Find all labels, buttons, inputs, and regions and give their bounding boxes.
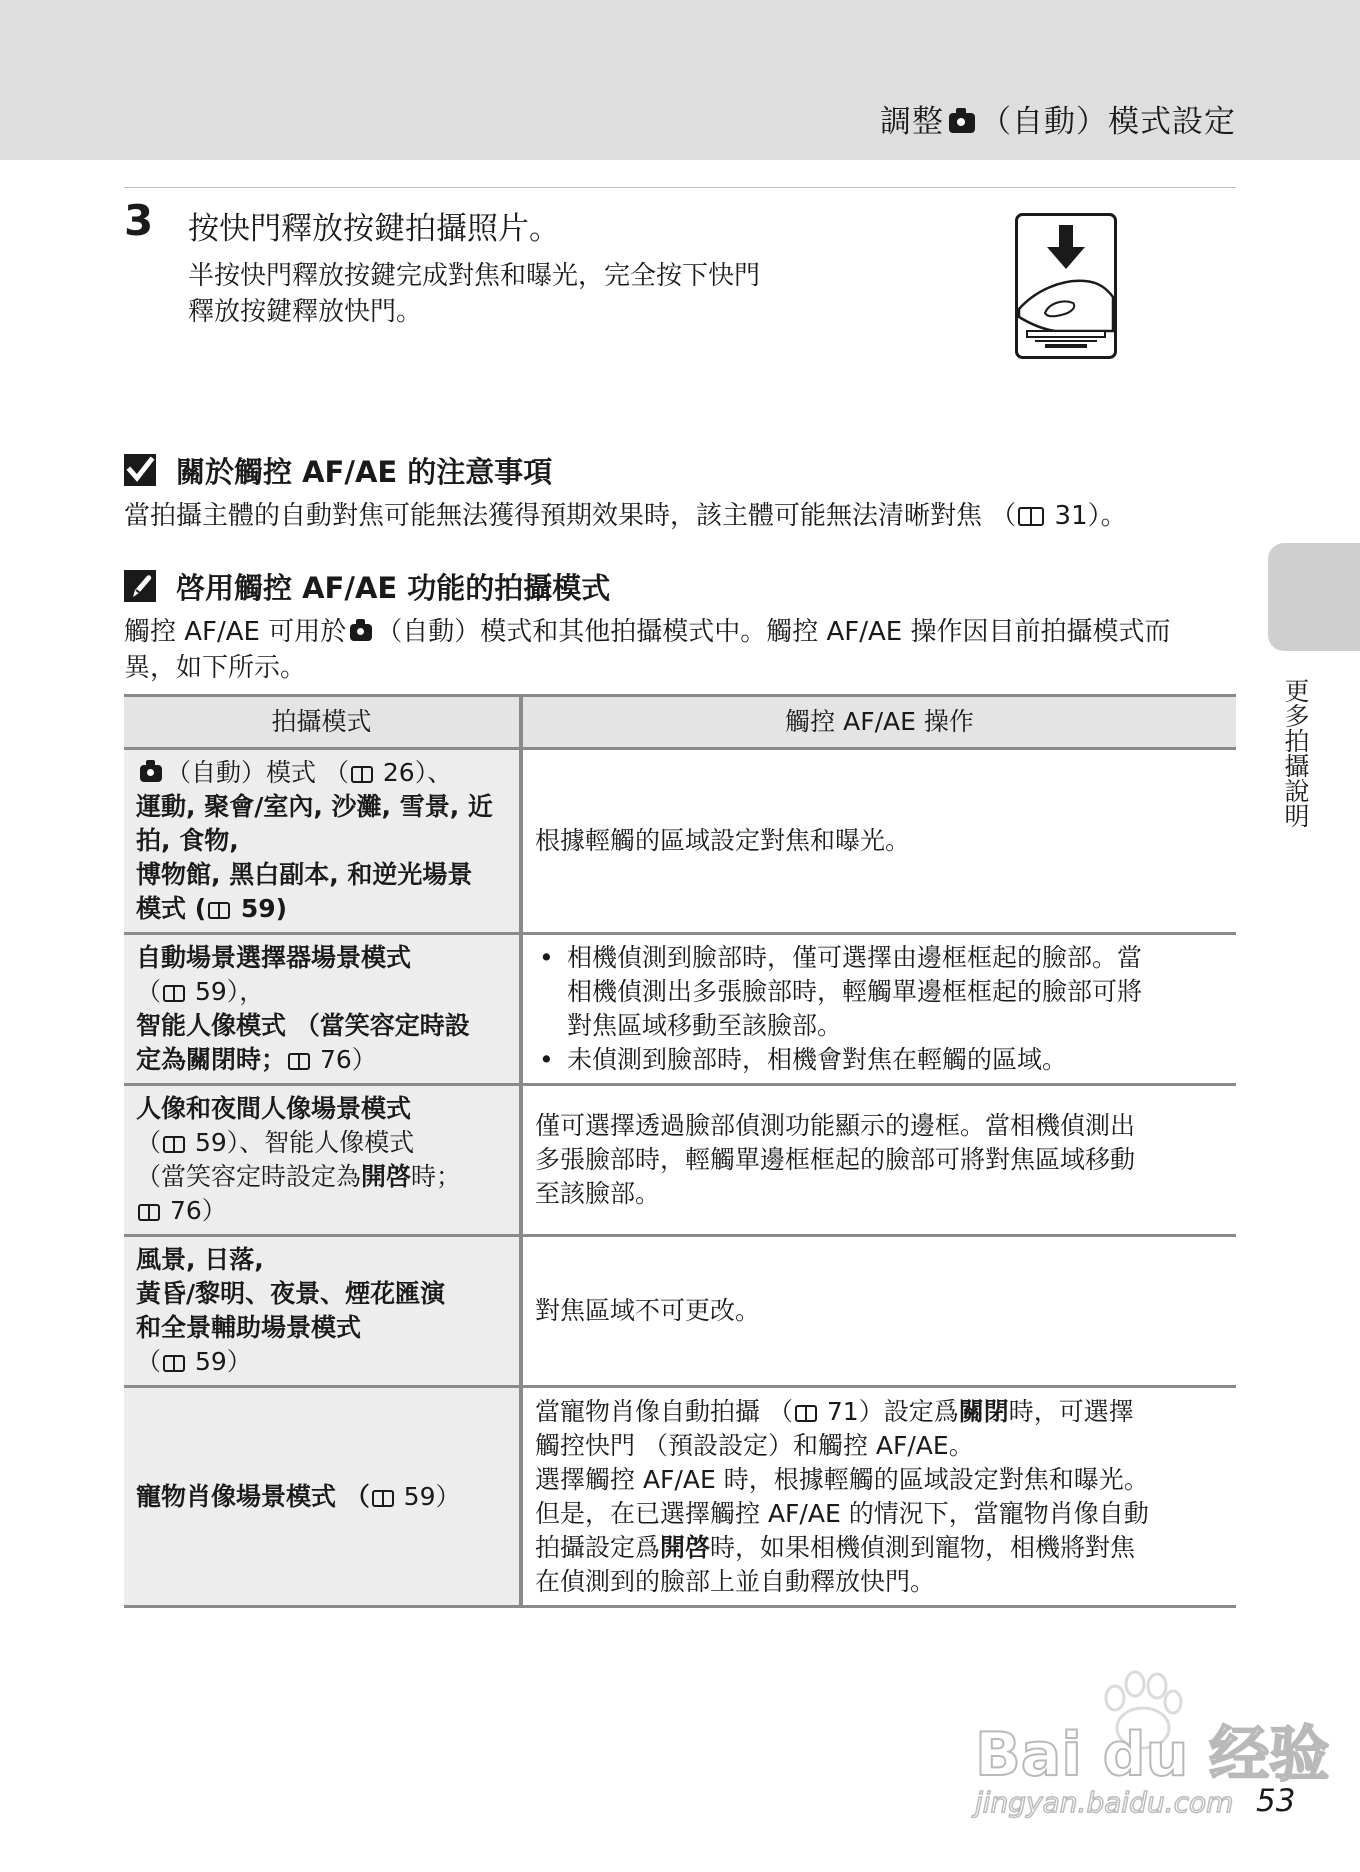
operation-text-bold: 關閉 xyxy=(958,1396,1009,1426)
mode-text: 拍, 食物, xyxy=(136,826,239,855)
caution-check-icon xyxy=(124,454,156,486)
mode-text: （當笑容定時設定為 xyxy=(136,1162,362,1191)
bullet-text: 對焦區域移動至該臉部。 xyxy=(567,1011,843,1040)
list-item xyxy=(535,941,1224,1043)
operation-cell: 對焦區域不可更改。 xyxy=(521,1236,1236,1387)
table-row xyxy=(124,1236,1236,1387)
mode-text: 模式 ( xyxy=(136,894,207,923)
page-reference-icon xyxy=(163,1355,185,1372)
page-reference-icon xyxy=(138,1204,160,1221)
mode-cell xyxy=(124,749,521,934)
step-body-line: 釋放按鍵釋放快門。 xyxy=(188,297,423,327)
mode-text: 時； xyxy=(236,1045,287,1074)
shutter-press-icon xyxy=(1015,213,1117,359)
mode-text: 黃昏/黎明、夜景、煙花匯演 xyxy=(136,1279,446,1308)
mode-text: 智能人像模式 （當笑容定時設 xyxy=(136,1011,470,1040)
note-heading xyxy=(124,450,552,491)
step-title: 按快門釋放按鍵拍攝照片。 xyxy=(188,211,560,247)
mode-text: 自動場景選擇器場景模式 xyxy=(136,943,412,972)
mode-text: 59）、智能人像模式 xyxy=(187,1128,415,1157)
operation-bullet-list xyxy=(535,941,1224,1077)
mode-text: 定為 xyxy=(136,1045,187,1074)
operation-text: 時，如果相機偵測到寵物，相機將對焦 xyxy=(710,1532,1136,1562)
note-text xyxy=(124,498,1236,534)
operation-text: 多張臉部時，輕觸單邊框框起的臉部可將對焦區域移動 xyxy=(535,1145,1136,1174)
tip-text-c: 異，如下所示。 xyxy=(124,653,307,683)
mode-text: 運動, 聚會/室內, 沙灘, 雪景, 近 xyxy=(136,792,493,821)
operation-cell xyxy=(521,934,1236,1085)
bullet-text: 相機偵測出多張臉部時，輕觸單邊框框起的臉部可將 xyxy=(567,977,1143,1006)
mode-cell xyxy=(124,1236,521,1387)
page-reference-icon xyxy=(208,902,230,919)
page-reference-icon xyxy=(288,1053,310,1070)
mode-cell xyxy=(124,1085,521,1236)
operation-cell: 根據輕觸的區域設定對焦和曝光。 xyxy=(521,749,1236,934)
operation-text: 但是，在已選擇觸控 AF/AE 的情況下，當寵物肖像自動 xyxy=(535,1498,1149,1528)
header-title-post: （自動）模式設定 xyxy=(980,104,1236,140)
step-divider xyxy=(124,187,1236,188)
operation-text: 拍攝設定爲 xyxy=(535,1532,661,1562)
page-reference-icon xyxy=(163,1136,185,1153)
tip-heading xyxy=(124,566,610,607)
mode-text-bold: 關閉 xyxy=(186,1045,237,1074)
mode-text: 寵物肖像場景模式 （ xyxy=(136,1481,370,1511)
auto-mode-camera-icon xyxy=(350,624,372,641)
mode-text: （ xyxy=(136,977,162,1006)
mode-text: 59） xyxy=(395,1481,461,1511)
column-header-mode: 拍攝模式 xyxy=(124,696,521,749)
header-title-pre: 調整 xyxy=(880,104,944,140)
watermark-brand: Bai du 经验 xyxy=(975,1720,1330,1790)
mode-text: （ xyxy=(136,1128,162,1157)
page-reference-icon xyxy=(163,985,185,1002)
mode-text: 26）、 xyxy=(374,758,453,787)
mode-cell xyxy=(124,934,521,1085)
tip-text-a: 觸控 AF/AE 可用於 xyxy=(124,617,347,647)
page-number: 53 xyxy=(1256,1783,1296,1819)
mode-text: 時； xyxy=(411,1162,462,1191)
operation-text-bold: 開啓 xyxy=(660,1532,711,1562)
step-body xyxy=(188,258,888,330)
page-reference-icon xyxy=(1018,507,1044,526)
bullet-text: 未偵測到臉部時，相機會對焦在輕觸的區域。 xyxy=(567,1045,1068,1074)
note-text-pre: 當拍攝主體的自動對焦可能無法獲得預期效果時，該主體可能無法清晰對焦 （ xyxy=(124,501,1017,531)
mode-text: 59) xyxy=(232,894,288,923)
tip-title: 啓用觸控 AF/AE 功能的拍攝模式 xyxy=(176,571,611,605)
mode-text: 59）， xyxy=(187,977,265,1006)
page-header-title xyxy=(880,96,1236,141)
bullet-text: 相機偵測到臉部時，僅可選擇由邊框框起的臉部。當 xyxy=(567,943,1143,972)
column-header-operation: 觸控 AF/AE 操作 xyxy=(521,696,1236,749)
mode-text: 59） xyxy=(187,1347,252,1376)
table-row xyxy=(124,934,1236,1085)
touch-afae-mode-table xyxy=(124,694,1236,1608)
step-number: 3 xyxy=(124,196,154,245)
operation-text: 時，可選擇 xyxy=(1008,1396,1134,1426)
note-title: 關於觸控 AF/AE 的注意事項 xyxy=(176,455,553,489)
list-item xyxy=(535,1043,1224,1077)
table-row xyxy=(124,1085,1236,1236)
mode-text: （ xyxy=(136,1347,162,1376)
mode-text: 和全景輔助場景模式 xyxy=(136,1313,362,1342)
operation-text: 71）設定爲 xyxy=(818,1396,959,1426)
section-side-label: 更多拍攝說明 xyxy=(1281,678,1310,828)
page-reference-icon xyxy=(372,1490,394,1507)
section-side-tab xyxy=(1268,543,1360,651)
mode-cell xyxy=(124,1387,521,1607)
auto-mode-camera-icon xyxy=(140,765,162,782)
operation-text: 觸控快門 （預設設定）和觸控 AF/AE。 xyxy=(535,1430,974,1460)
watermark-url: jingyan.baidu.com xyxy=(975,1786,1234,1819)
operation-text: 僅可選擇透過臉部偵測功能顯示的邊框。當相機偵測出 xyxy=(535,1111,1136,1140)
operation-text: 至該臉部。 xyxy=(535,1179,661,1208)
table-row xyxy=(124,1387,1236,1607)
mode-text-bold: 開啓 xyxy=(361,1162,412,1191)
operation-text: 在偵測到的臉部上並自動釋放快門。 xyxy=(535,1566,936,1596)
operation-cell xyxy=(521,1387,1236,1607)
table-header-row xyxy=(124,696,1236,749)
step-body-line: 半按快門釋放按鍵完成對焦和曝光，完全按下快門 xyxy=(188,261,761,291)
mode-text: （自動）模式 （ xyxy=(166,758,349,787)
operation-cell xyxy=(521,1085,1236,1236)
note-text-ref: 31）。 xyxy=(1046,501,1127,531)
mode-text: 76） xyxy=(312,1045,377,1074)
page-reference-icon xyxy=(351,766,373,783)
page-reference-icon xyxy=(795,1405,817,1422)
mode-text: 76） xyxy=(162,1196,227,1225)
tip-text-b: （自動）模式和其他拍攝模式中。觸控 AF/AE 操作因目前拍攝模式而 xyxy=(376,617,1171,647)
operation-text: 選擇觸控 AF/AE 時，根據輕觸的區域設定對焦和曝光。 xyxy=(535,1464,1149,1494)
tip-pencil-icon xyxy=(124,570,156,602)
mode-text: 人像和夜間人像場景模式 xyxy=(136,1094,412,1123)
table-row xyxy=(124,749,1236,934)
tip-text xyxy=(124,614,1236,686)
mode-text: 風景, 日落, xyxy=(136,1245,264,1274)
mode-text: 博物館, 黑白副本, 和逆光場景 xyxy=(136,860,473,889)
auto-mode-camera-icon xyxy=(949,113,975,133)
operation-text: 當寵物肖像自動拍攝 （ xyxy=(535,1396,793,1426)
